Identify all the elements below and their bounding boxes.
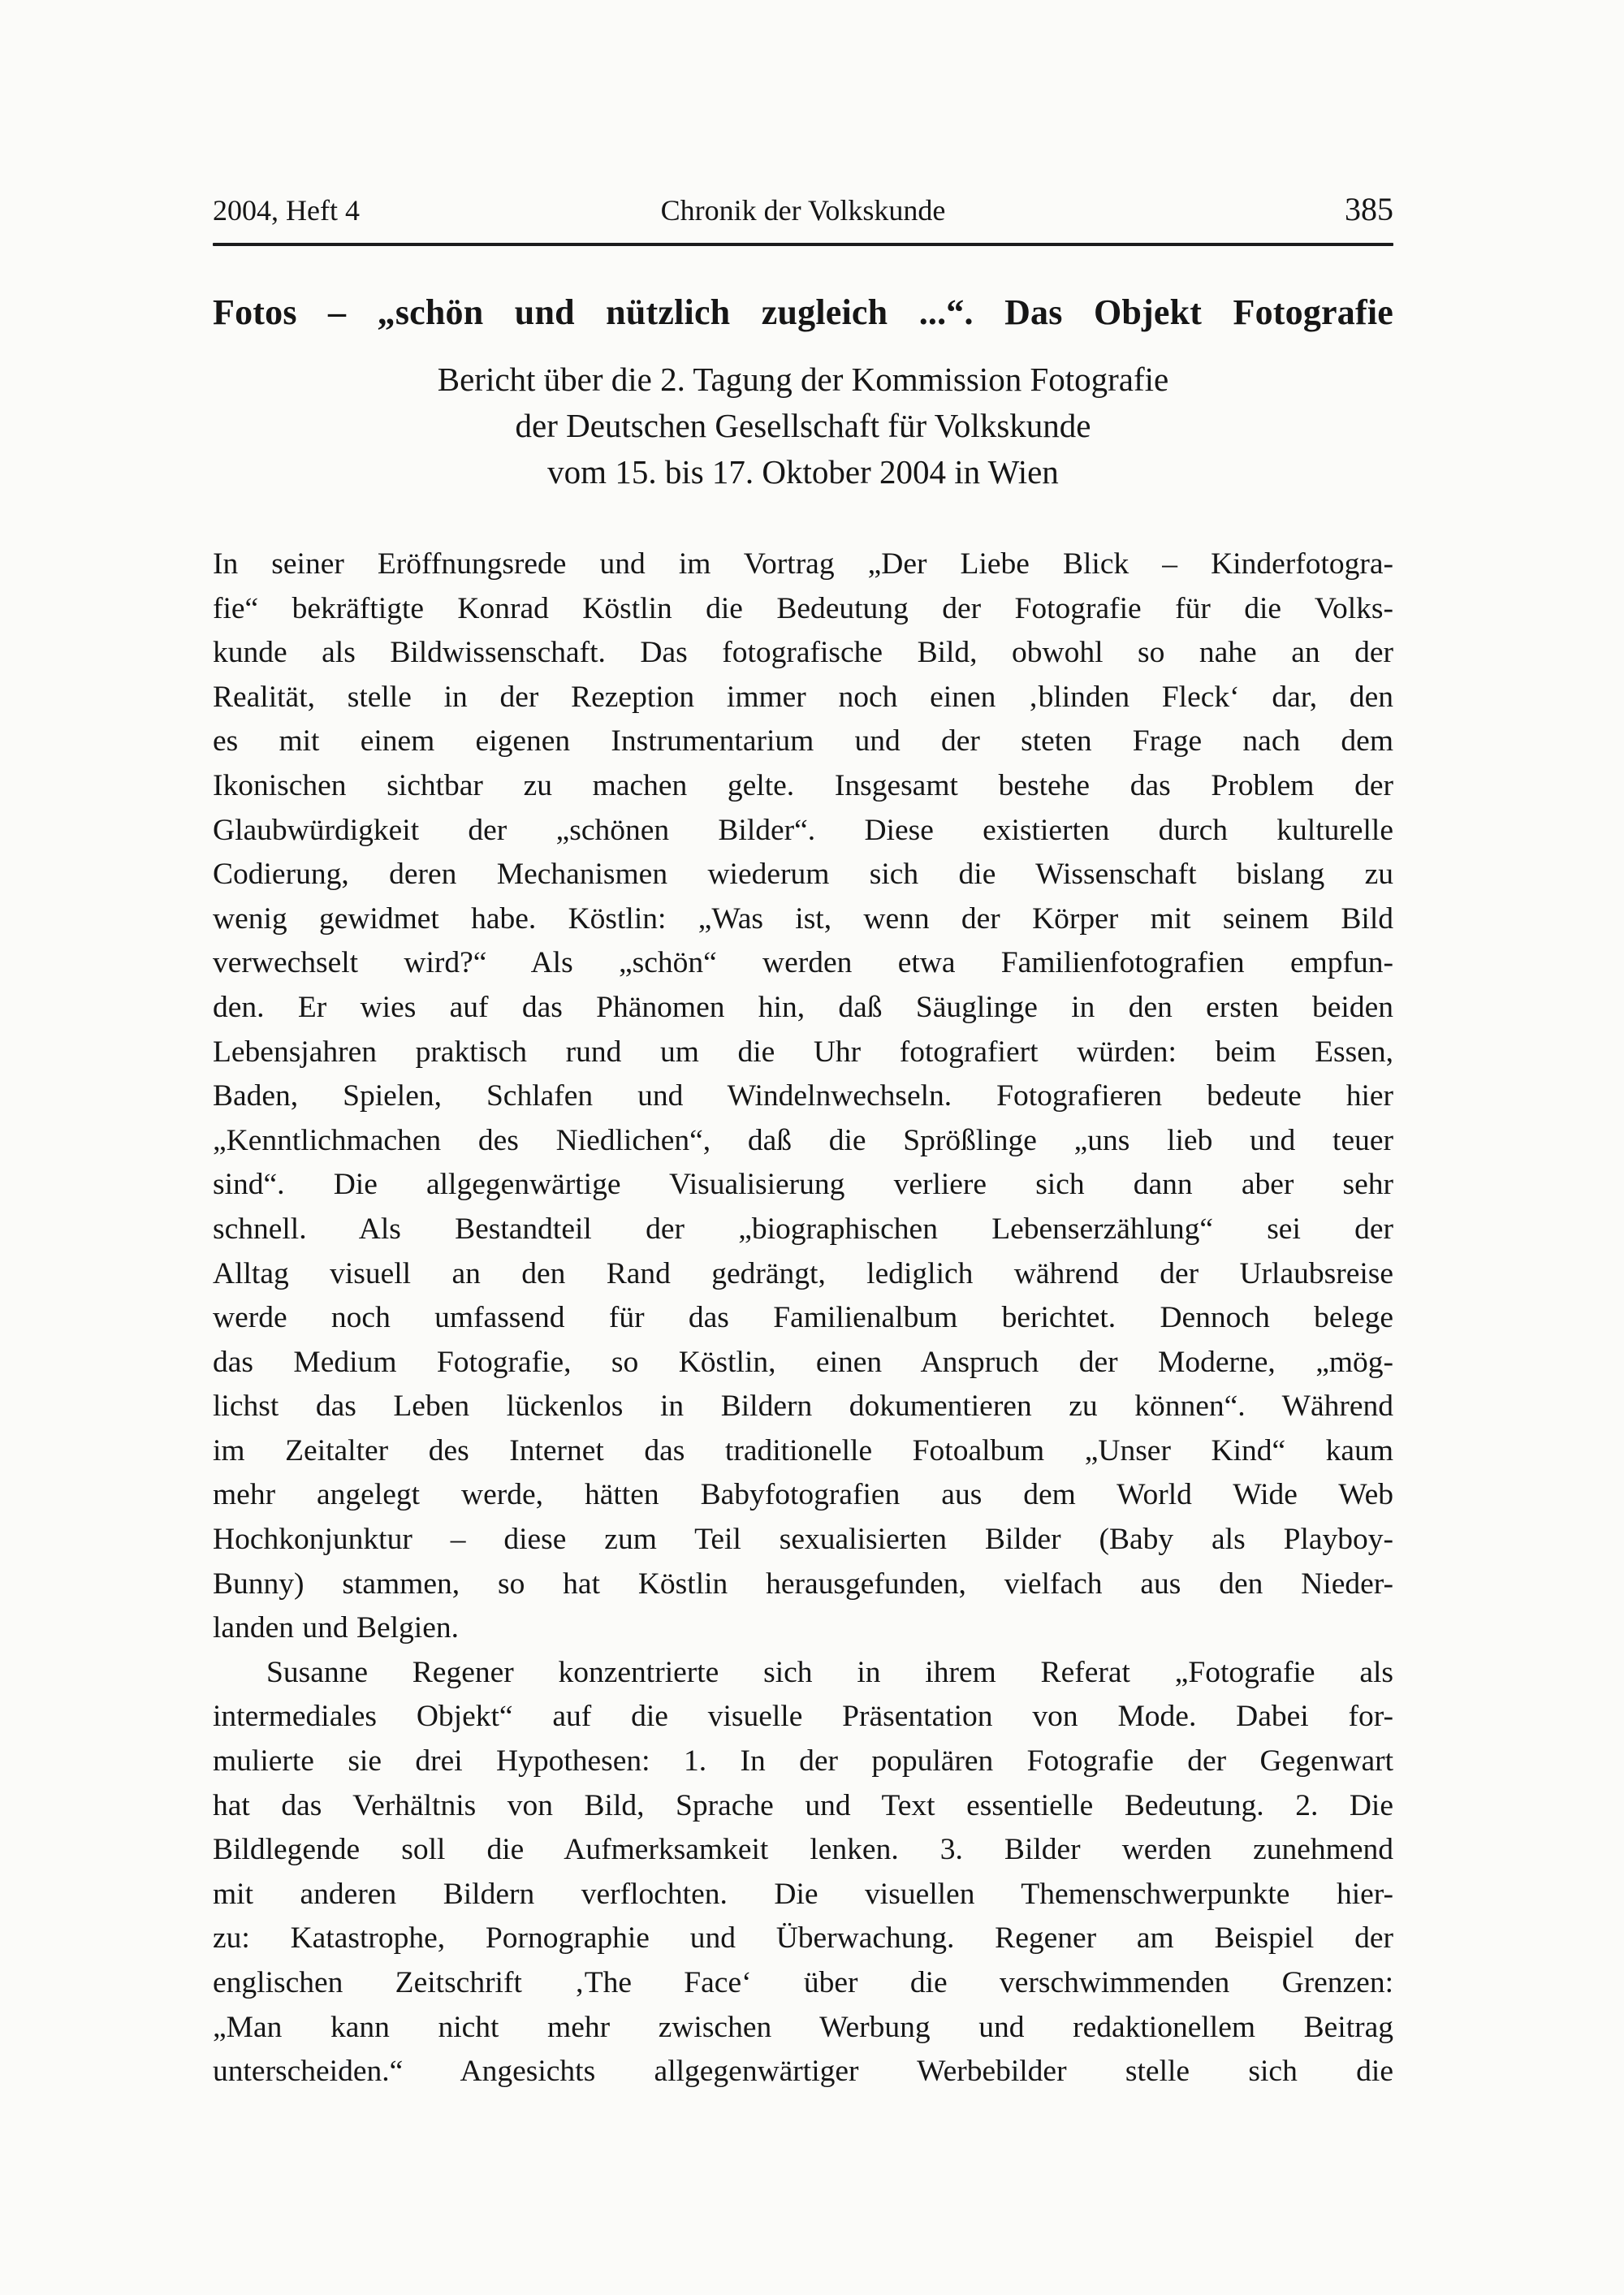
- text-line: Alltag visuell an den Rand gedrängt, lediglich während der Urlaubsreise: [213, 1256, 1393, 1290]
- text-line: lichst das Leben lückenlos in Bildern dokumentieren zu können“. Während: [213, 1390, 1393, 1424]
- article-subtitle: [213, 357, 1393, 495]
- text-line: Bildlegende soll die Aufmerksamkeit lenken. 3. Bilder werden zunehmend: [213, 1833, 1393, 1867]
- text-line: Realität, stelle in der Rezeption immer noch einen ‚blinden Fleck‘ dar, den: [213, 680, 1393, 714]
- text-line: sind“. Die allgegenwärtige Visualisierung verliere sich dann aber sehr: [213, 1168, 1393, 1202]
- text-line: „Kenntlichmachen des Niedlichen“, daß die Sprößlinge „uns lieb und teuer: [213, 1123, 1393, 1157]
- text-line: kunde als Bildwissenschaft. Das fotografische Bild, obwohl so nahe an der: [213, 636, 1393, 670]
- paragraph: [213, 1651, 1393, 2094]
- text-line: Bunny) stammen, so hat Köstlin herausgefunden, vielfach aus den Nieder-: [213, 1567, 1393, 1601]
- text-line: schnell. Als Bestandteil der „biographischen Lebenserzählung“ sei der: [213, 1212, 1393, 1246]
- article-body: [213, 542, 1393, 2094]
- text-line: In seiner Eröffnungsrede und im Vortrag „Der Liebe Blick – Kinderfotogra-: [213, 547, 1393, 581]
- text-line: werde noch umfassend für das Familienalbum berichtet. Dennoch belege: [213, 1301, 1393, 1335]
- text-line: mehr angelegt werde, hätten Babyfotografien aus dem World Wide Web: [213, 1478, 1393, 1512]
- text-line: den. Er wies auf das Phänomen hin, daß Säuglinge in den ersten beiden: [213, 990, 1393, 1024]
- text-line: Susanne Regener konzentrierte sich in ihrem Referat „Fotografie als: [266, 1655, 1393, 1689]
- text-line: unterscheiden.“ Angesichts allgegenwärtiger Werbebilder stelle sich die: [213, 2055, 1393, 2089]
- text-line: landen und Belgien.: [213, 1611, 459, 1645]
- text-line: im Zeitalter des Internet das traditionelle Fotoalbum „Unser Kind“ kaum: [213, 1433, 1393, 1467]
- subtitle-line: vom 15. bis 17. Oktober 2004 in Wien: [547, 453, 1059, 491]
- text-line: es mit einem eigenen Instrumentarium und der steten Frage nach dem: [213, 724, 1393, 759]
- text-line: Ikonischen sichtbar zu machen gelte. Insgesamt bestehe das Problem der: [213, 768, 1393, 802]
- subtitle-line: Bericht über die 2. Tagung der Kommission Fotografie: [437, 361, 1169, 398]
- text-line: Lebensjahren praktisch rund um die Uhr fotografiert würden: beim Essen,: [213, 1035, 1393, 1069]
- header-rule: [213, 243, 1393, 246]
- text-line: das Medium Fotografie, so Köstlin, einen Anspruch der Moderne, „mög-: [213, 1345, 1393, 1379]
- header-journal-name: Chronik der Volkskunde: [660, 194, 946, 227]
- text-line: Baden, Spielen, Schlafen und Windelnwechseln. Fotografieren bedeute hier: [213, 1079, 1393, 1113]
- header-issue: 2004, Heft 4: [213, 194, 360, 227]
- text-line: zu: Katastrophe, Pornographie und Überwachung. Regener am Beispiel der: [213, 1921, 1393, 1956]
- text-line: verwechselt wird?“ Als „schön“ werden etwa Familienfotografien empfun-: [213, 946, 1393, 980]
- text-line: mit anderen Bildern verflochten. Die visuellen Themenschwerpunkte hier-: [213, 1877, 1393, 1911]
- text-line: Glaubwürdigkeit der „schönen Bilder“. Diese existierten durch kulturelle: [213, 813, 1393, 847]
- header-page-number: 385: [1344, 191, 1393, 227]
- text-line: englischen Zeitschrift ‚The Face‘ über die verschwimmenden Grenzen:: [213, 1966, 1393, 1999]
- subtitle-line: der Deutschen Gesellschaft für Volkskunde: [515, 407, 1091, 444]
- page-header: [213, 193, 1393, 227]
- text-line: fie“ bekräftigte Konrad Köstlin die Bedeutung der Fotografie für die Volks-: [213, 591, 1393, 625]
- text-line: Codierung, deren Mechanismen wiederum sich die Wissenschaft bislang zu: [213, 858, 1393, 892]
- text-line: intermediales Objekt“ auf die visuelle Präsentation von Mode. Dabei for-: [213, 1700, 1393, 1734]
- text-line: Hochkonjunktur – diese zum Teil sexualisierten Bilder (Baby als Playboy-: [213, 1523, 1393, 1557]
- text-line: wenig gewidmet habe. Köstlin: „Was ist, wenn der Körper mit seinem Bild: [213, 901, 1393, 936]
- text-line: hat das Verhältnis von Bild, Sprache und Text essentielle Bedeutung. 2. Die: [213, 1788, 1393, 1822]
- text-line: „Man kann nicht mehr zwischen Werbung und redaktionellem Beitrag: [213, 2010, 1393, 2044]
- text-line: mulierte sie drei Hypothesen: 1. In der populären Fotografie der Gegenwart: [213, 1744, 1393, 1779]
- paragraph: [213, 542, 1393, 1651]
- article-title: Fotos – „schön und nützlich zugleich ...“. Das Objekt Fotografie: [213, 292, 1393, 332]
